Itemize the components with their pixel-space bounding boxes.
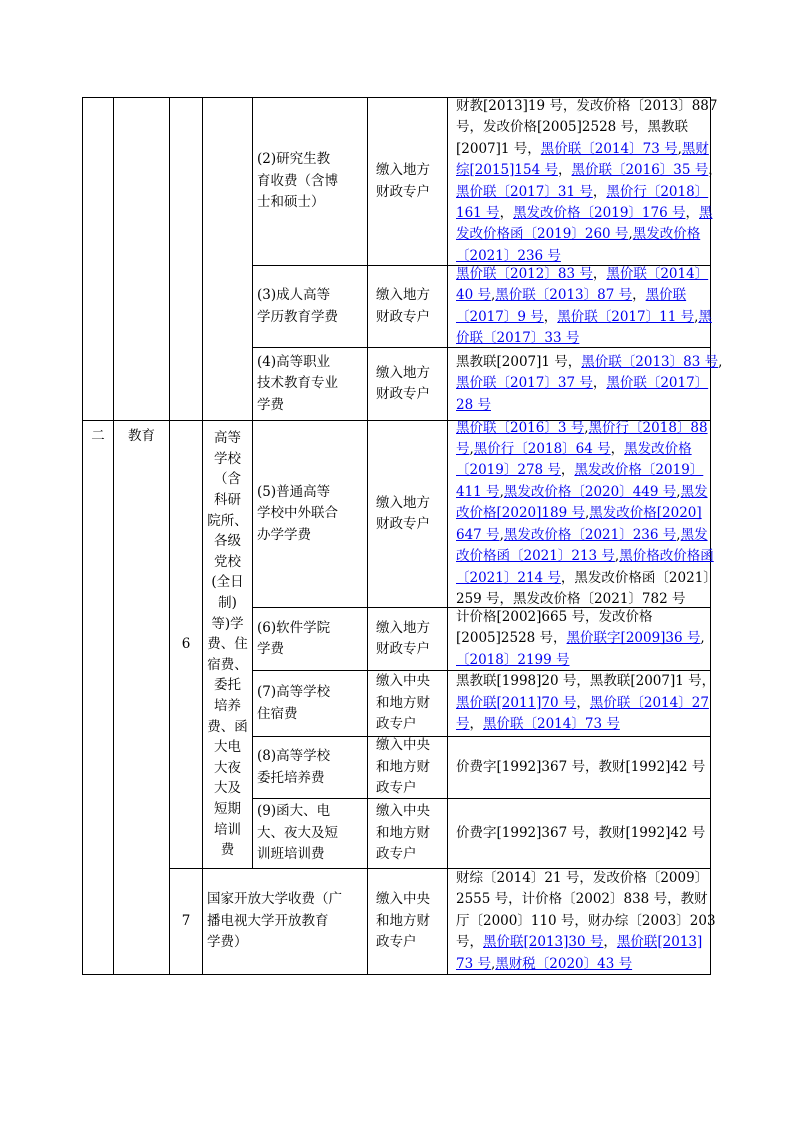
fee-item-line: 学费 [257,396,284,413]
policy-basis-line [456,96,718,117]
policy-document-link[interactable]: 黑价联〔2014〕 [606,265,709,282]
policy-document-text: ， [543,308,558,325]
fee-item-line: (9)函大、电 [257,803,331,820]
group-name-line: 播电视大学开放教育 [207,912,329,929]
fund-destination [368,266,447,347]
policy-document-text: ， [592,375,607,392]
policy-document-link[interactable]: 〔2021〕214 号 [456,569,561,586]
policy-document-text: ， [499,204,514,221]
policy-document-link[interactable]: 黑发改价格〔2020〕449 号 [503,483,677,500]
fund-destination-line: 财政专户 [376,386,430,402]
policy-document-text: ， [685,204,699,221]
fee-item [253,348,367,420]
policy-document-text: 259 号，黑发改价格〔2021〕782 号 [456,590,686,607]
fund-destination-line: 和地方财 [376,824,430,841]
fee-item-line: 学历教育学费 [257,308,338,325]
fee-item [253,421,367,607]
policy-document-link[interactable]: 黑价联〔2017〕11 号 [557,308,695,325]
policy-basis-line [456,203,713,224]
fund-destination-line: 缴入地方 [376,494,430,511]
fee-item-line: 学校中外联合 [257,505,338,522]
fund-destination [368,608,447,670]
policy-document-link[interactable]: 黑价联〔2017〕37 号 [456,375,593,392]
fund-destination [368,421,447,607]
policy-document-text: ， [592,183,607,200]
group-name-line: 学校 [214,450,241,467]
policy-document-link[interactable]: 〔2019〕278 号 [456,462,561,479]
policy-document-link[interactable]: 黑价联 [645,287,687,304]
fee-item-line: (8)高等学校 [257,748,331,765]
fund-destination-line: 政专户 [376,846,417,863]
policy-document-text: 财综〔2014〕21 号，发改价格〔2009〕 [456,869,709,886]
policy-document-link[interactable]: 黑价联〔2013〕83 号 [581,353,719,370]
category-number-text: 二 [91,428,105,444]
policy-document-text: 计价格[2002]665 号，发改价格 [456,608,653,625]
category-name [114,421,169,974]
policy-document-link[interactable]: 黑价联〔2013〕87 号 [495,287,633,304]
policy-document-link[interactable]: 黑价联〔2014〕73 号 [483,716,620,733]
policy-document-link[interactable]: 发改价格函〔2019〕260 号 [456,226,629,243]
policy-document-text: 价费字[1992]367 号，教财[1992]42 号 [456,758,706,775]
policy-document-link[interactable]: 黑价行〔2018〕 [606,183,709,200]
group-name-line: (全日 [211,574,244,591]
policy-basis-line [456,628,706,649]
policy-basis-line [456,954,706,975]
fund-destination [368,671,447,736]
fee-item [253,608,367,670]
fee-item-line: (5)普通高等 [257,483,331,500]
policy-document-text: 号， [456,934,483,951]
policy-basis-line [456,224,706,245]
policy-document-link[interactable]: 黑价联〔2012〕83 号 [456,265,593,282]
fee-item-line: 办学学费 [257,526,311,543]
fee-item-line: 大、夜大及短 [257,824,338,841]
policy-basis-line [456,889,706,910]
policy-document-link[interactable]: 黑价联〔2017〕31 号 [456,183,593,200]
policy-basis-line [456,352,723,373]
policy-basis-line [456,714,706,735]
group-name-line: 各级 [214,533,241,550]
fee-item [253,671,367,736]
fund-destination-line: 政专户 [376,716,417,733]
fee-item-line: 育收费（含博 [257,172,338,189]
fee-item-line: 技术教育专业 [257,375,338,392]
fund-destination [368,98,447,265]
policy-basis-line [456,182,709,203]
policy-document-link[interactable]: 改价格函〔2021〕213 号 [456,548,615,565]
policy-document-text: , [700,630,705,647]
fee-item [253,799,367,868]
policy-document-text: 号，发改价格[2005]2528 号，黑教联 [456,119,689,136]
policy-document-link[interactable]: 黑价联[2013]30 号 [483,934,604,951]
group-number [170,421,202,868]
policy-document-link[interactable]: 改价格[2020]189 号 [456,505,585,522]
group-name-line: （含 [214,471,241,488]
policy-document-text: , [584,419,589,436]
policy-basis-line [456,373,709,394]
policy-document-link[interactable]: 号 [456,441,470,458]
fund-destination-line: 和地方财 [376,694,430,711]
policy-document-text: [2007]1 号， [456,140,541,157]
category-name-text: 教育 [128,428,155,444]
policy-document-link[interactable]: 黑发改价格 [632,226,701,243]
policy-document-text: , [694,308,699,325]
policy-basis-line [456,911,716,932]
policy-basis [448,266,710,347]
policy-basis-line [456,607,706,628]
group-name-line: 宿费、 [207,656,248,673]
fund-destination-line: 缴入地方 [376,619,430,636]
group-name-line: 院所、 [207,512,248,529]
policy-basis-line [456,482,706,503]
group-name-line: 委托 [214,677,241,694]
policy-document-text: , [718,353,723,370]
policy-document-link[interactable]: 40 号 [456,287,491,304]
policy-document-link[interactable]: 黑 [698,204,713,221]
fund-destination-line: 财政专户 [376,183,430,200]
policy-document-link[interactable]: 综[2015]154 号 [456,162,558,179]
group-number-text: 7 [181,912,191,929]
policy-document-link[interactable]: 黑财 [681,140,709,157]
policy-document-text: , [676,483,681,500]
fee-item [253,737,367,798]
group-name-line: 大夜 [214,759,241,776]
policy-document-link[interactable]: 黑价联〔2014〕27 [589,694,709,711]
policy-document-link[interactable]: 黑价联[2013] [616,934,703,951]
policy-document-link[interactable]: 411 号 [456,483,500,500]
policy-document-link[interactable]: 黑价联〔2016〕3 号 [456,419,585,436]
policy-document-link[interactable]: 黑价联〔2014〕73 号 [540,140,678,157]
policy-document-link[interactable]: 黑价联[2011]70 号 [456,694,577,711]
category-number [83,421,113,974]
policy-basis-line [456,160,722,181]
group-name-line: 培训 [214,821,241,838]
group-name-line: 学费） [207,934,248,951]
policy-document-link[interactable]: 黑发改价格〔2019〕 [574,462,704,479]
fee-item-line: 学费 [257,641,284,657]
policy-basis-line [456,503,706,524]
policy-document-text: ， [469,716,483,733]
policy-document-text: ， [576,694,590,711]
fund-destination [368,799,447,868]
policy-document-text: [2005]2528 号， [456,630,567,647]
group-name-line: 费、住 [207,636,248,653]
group-name-line: 科研 [214,492,241,509]
policy-document-text: ， [632,287,646,304]
fee-item-line: (6)软件学院 [257,619,331,636]
fund-destination-line: 缴入中央 [376,737,430,754]
policy-document-link[interactable]: 号 [456,716,470,733]
policy-document-link[interactable]: 黑发改价格〔2021〕236 号 [503,526,677,543]
policy-basis-line [456,568,717,589]
group-name-line: 国家开放大学收费（广 [207,891,342,908]
policy-document-text: ， [708,162,722,179]
policy-document-text: ， [610,441,625,458]
policy-document-link[interactable]: 647 号 [456,526,500,543]
fund-destination-line: 缴入中央 [376,673,430,690]
policy-document-text: 黑教联[1998]20 号，黑教联[2007]1 号， [456,673,716,690]
policy-document-link[interactable]: 黑发改价格[2020] [589,505,702,522]
policy-document-text: ， [557,162,572,179]
fund-destination-line: 和地方财 [376,758,430,775]
policy-document-text: , [490,287,496,304]
policy-document-link[interactable]: 28 号 [456,396,491,413]
policy-document-link[interactable]: 黑财税〔2020〕43 号 [495,955,633,972]
policy-document-link[interactable]: 黑价行〔2018〕88 [588,419,708,436]
fund-destination-line: 财政专户 [376,641,430,657]
group-name-line: 高等 [214,430,241,447]
group-name [203,421,252,868]
policy-document-link[interactable]: 161 号 [456,204,500,221]
policy-document-link[interactable]: 黑价联字[2009]36 号 [566,630,701,647]
fund-destination-line: 和地方财 [376,912,430,929]
policy-document-link[interactable]: 黑价联〔2016〕35 号 [571,162,709,179]
policy-document-text: ， [560,462,575,479]
policy-document-link[interactable]: 黑发 [680,483,708,500]
policy-basis-line [456,307,712,328]
policy-document-text: 价费字[1992]367 号，教财[1992]42 号 [456,824,706,841]
group-number [170,869,202,974]
fee-item [253,98,367,265]
policy-document-text: , [499,483,504,500]
policy-basis-line [456,932,706,953]
policy-document-text: , [499,526,504,543]
policy-document-link[interactable]: 黑价联〔2017〕 [606,375,709,392]
policy-document-link[interactable]: 黑发 [680,526,708,543]
group-name-line: 制) [218,595,237,612]
policy-document-link[interactable]: 〔2021〕236 号 [456,247,561,264]
policy-basis [448,348,723,420]
fund-destination [368,737,447,798]
table-rule [710,97,711,974]
policy-basis-line [456,693,709,714]
policy-document-text: , [584,505,590,522]
fee-item-line: (3)成人高等 [257,287,331,304]
fund-destination-line: 财政专户 [376,516,430,532]
policy-document-text: , [676,526,681,543]
policy-document-link[interactable]: 价联〔2017〕33 号 [456,329,580,346]
fund-destination-line: 财政专户 [376,308,430,325]
policy-document-text: , [677,140,682,157]
policy-document-text: 财教[2013]19 号，发改价格〔2013〕887 [456,97,718,114]
policy-basis-line [456,418,706,439]
policy-basis [448,671,716,736]
group-number-text: 6 [181,635,191,652]
policy-basis-line [456,823,706,844]
policy-basis-line [456,285,706,306]
fee-item-line: 训班培训费 [257,846,325,863]
fee-item-line: (4)高等职业 [257,353,331,370]
policy-document-text: 2555 号，计价格〔2002〕838 号，教财 [456,891,708,908]
policy-basis-line [456,650,706,671]
policy-basis-line [456,546,714,567]
fund-destination-line: 缴入地方 [376,287,430,304]
policy-document-link[interactable]: 黑价格改价格函 [619,548,714,565]
policy-basis [448,799,710,868]
policy-basis [448,97,722,265]
group-name-line: 等)学 [211,615,244,632]
group-name-line: 培养 [214,697,241,714]
fee-item-line: (7)高等学校 [257,684,331,701]
fee-item-line: (2)研究生教 [257,151,331,168]
fund-destination-line: 缴入地方 [376,162,430,179]
policy-document-text: ， [592,265,607,282]
policy-basis [448,737,710,798]
policy-basis-line [456,395,706,416]
policy-basis-line [456,328,706,349]
policy-basis-line [456,139,709,160]
fund-destination-line: 缴入地方 [376,364,430,381]
policy-basis-line [456,757,706,778]
fund-destination [368,348,447,420]
policy-document-text: 厅〔2000〕110 号，财办综〔2003〕203 [456,912,716,929]
policy-basis-line [456,117,706,138]
policy-basis [448,608,710,670]
policy-document-link[interactable]: 黑价行〔2018〕64 号 [473,441,611,458]
policy-basis-line [456,671,716,692]
policy-document-link[interactable]: 〔2018〕2199 号 [456,651,570,668]
policy-document-text: , [469,441,474,458]
policy-document-link[interactable]: 黑发改价格 [624,441,692,458]
policy-document-link[interactable]: 黑发改价格〔2019〕176 号 [513,204,686,221]
policy-document-text: ， [603,934,617,951]
policy-basis [448,869,716,974]
fee-item [253,266,367,347]
fund-destination-line: 缴入中央 [376,803,430,820]
group-name-line: 费、函 [207,718,248,735]
fee-table [82,97,723,974]
policy-document-text: , [490,955,496,972]
group-name-line: 大电 [214,739,241,756]
policy-basis [448,419,717,607]
group-name-line: 党校 [214,553,241,570]
fund-destination-line: 政专户 [376,934,417,951]
policy-basis-line [456,460,706,481]
policy-document-link[interactable]: 73 号 [456,955,491,972]
fee-item-line: 住宿费 [257,705,298,722]
policy-document-text: 黑教联[2007]1 号， [456,353,582,370]
group-name-line: 大及 [214,780,241,797]
fund-destination-line: 缴入中央 [376,891,430,908]
policy-basis-line [456,439,706,460]
fund-destination [368,869,447,974]
policy-basis-line [456,868,709,889]
policy-basis-line [456,264,709,285]
group-name [203,869,367,974]
group-name-line: 短期 [214,800,241,817]
fee-item-line: 委托培养费 [257,769,325,786]
policy-document-link[interactable]: 黑 [698,308,712,325]
policy-document-text: , [614,548,620,565]
fee-item-line: 士和硕士） [257,194,325,211]
fund-destination-line: 政专户 [376,780,417,797]
policy-document-text: ，黑发改价格函〔2021〕 [560,569,717,586]
policy-document-text: , [628,226,633,243]
group-name-line: 费 [220,842,235,859]
policy-document-link[interactable]: 〔2017〕9 号 [456,308,544,325]
policy-basis-line [456,525,706,546]
